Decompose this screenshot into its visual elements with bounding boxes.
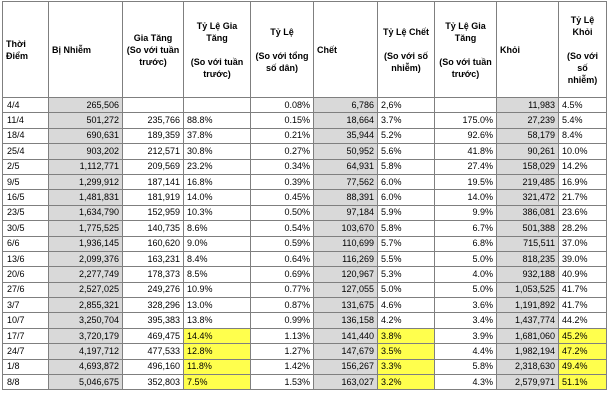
cell-rate[interactable]: 1.42% — [251, 359, 314, 374]
cell-date[interactable]: 11/4 — [3, 113, 49, 128]
header-increase-rate[interactable]: Tỷ Lệ Gia Tăng (So với tuần trước) — [184, 2, 251, 98]
table-body — [3, 98, 607, 390]
cell-rate[interactable]: 0.34% — [251, 159, 314, 174]
cell-recovered[interactable]: 158,029 — [497, 159, 559, 174]
cell-increase-rate[interactable]: 14.4% — [184, 328, 251, 343]
cell-date[interactable]: 18/4 — [3, 128, 49, 143]
cell-date[interactable]: 2/5 — [3, 159, 49, 174]
cell-infected[interactable]: 2,527,025 — [49, 282, 123, 297]
cell-death-rate[interactable]: 3.8% — [378, 328, 435, 343]
cell-recovered[interactable]: 932,188 — [497, 267, 559, 282]
cell-recovered[interactable]: 11,983 — [497, 98, 559, 113]
cell-increase[interactable]: 328,296 — [123, 298, 184, 313]
cell-recovered-rate[interactable]: 40.9% — [559, 267, 607, 282]
cell-increase-rate[interactable]: 8.5% — [184, 267, 251, 282]
cell-increase[interactable]: 249,276 — [123, 282, 184, 297]
cell-recovered[interactable]: 58,179 — [497, 128, 559, 143]
cell-increase[interactable]: 140,735 — [123, 221, 184, 236]
cell-death-increase-rate[interactable]: 6.8% — [435, 236, 497, 251]
cell-death-rate[interactable]: 4.2% — [378, 313, 435, 328]
cell-death-increase-rate[interactable]: 9.9% — [435, 205, 497, 220]
cell-deaths[interactable]: 127,055 — [314, 282, 378, 297]
cell-death-rate[interactable]: 5.7% — [378, 236, 435, 251]
cell-death-increase-rate[interactable]: 4.3% — [435, 375, 497, 390]
cell-infected[interactable]: 4,197,712 — [49, 344, 123, 359]
cell-death-increase-rate[interactable]: 5.0% — [435, 251, 497, 266]
cell-rate[interactable]: 0.54% — [251, 221, 314, 236]
cell-recovered[interactable]: 27,239 — [497, 113, 559, 128]
cell-increase-rate[interactable]: 37.8% — [184, 128, 251, 143]
table-row — [3, 282, 607, 297]
cell-recovered[interactable]: 2,318,630 — [497, 359, 559, 374]
table-row — [3, 298, 607, 313]
cell-infected[interactable]: 1,634,790 — [49, 205, 123, 220]
cell-death-increase-rate[interactable]: 27.4% — [435, 159, 497, 174]
cell-date[interactable]: 17/7 — [3, 328, 49, 343]
cell-recovered[interactable]: 501,388 — [497, 221, 559, 236]
cell-death-rate[interactable]: 5.3% — [378, 267, 435, 282]
cell-rate[interactable]: 0.50% — [251, 205, 314, 220]
header-rate[interactable]: Tỷ Lệ (So với tổng số dân) — [251, 2, 314, 98]
cell-death-rate[interactable]: 4.6% — [378, 298, 435, 313]
table-row — [3, 128, 607, 143]
header-death-rate[interactable]: Tỷ Lệ Chết (So với số nhiễm) — [378, 2, 435, 98]
cell-recovered[interactable]: 818,235 — [497, 251, 559, 266]
cell-increase[interactable]: 163,231 — [123, 251, 184, 266]
cell-increase[interactable]: 212,571 — [123, 144, 184, 159]
cell-infected[interactable]: 690,631 — [49, 128, 123, 143]
cell-infected[interactable]: 265,506 — [49, 98, 123, 113]
cell-increase[interactable]: 469,475 — [123, 328, 184, 343]
cell-increase[interactable] — [123, 98, 184, 113]
cell-death-rate[interactable]: 5.8% — [378, 159, 435, 174]
cell-death-increase-rate[interactable]: 4.0% — [435, 267, 497, 282]
cell-deaths[interactable]: 163,027 — [314, 375, 378, 390]
cell-recovered-rate[interactable]: 44.2% — [559, 313, 607, 328]
cell-infected[interactable]: 903,202 — [49, 144, 123, 159]
cell-increase[interactable]: 209,569 — [123, 159, 184, 174]
cell-death-increase-rate[interactable]: 5.8% — [435, 359, 497, 374]
cell-infected[interactable]: 1,112,771 — [49, 159, 123, 174]
header-date[interactable]: Thời Điểm — [3, 2, 49, 98]
cell-infected[interactable]: 3,720,179 — [49, 328, 123, 343]
header-deaths[interactable]: Chết — [314, 2, 378, 98]
cell-recovered[interactable]: 1,191,892 — [497, 298, 559, 313]
cell-date[interactable]: 23/5 — [3, 205, 49, 220]
cell-death-increase-rate[interactable]: 92.6% — [435, 128, 497, 143]
cell-death-rate[interactable]: 5.8% — [378, 221, 435, 236]
cell-date[interactable]: 3/7 — [3, 298, 49, 313]
table-row — [3, 98, 607, 113]
header-recovered[interactable]: Khỏi — [497, 2, 559, 98]
cell-death-increase-rate[interactable]: 41.8% — [435, 144, 497, 159]
table-row — [3, 205, 607, 220]
cell-death-rate[interactable]: 5.6% — [378, 144, 435, 159]
cell-death-rate[interactable]: 3.3% — [378, 359, 435, 374]
cell-increase-rate[interactable]: 30.8% — [184, 144, 251, 159]
cell-recovered[interactable]: 219,485 — [497, 174, 559, 189]
cell-rate[interactable]: 1.27% — [251, 344, 314, 359]
cell-date[interactable]: 1/8 — [3, 359, 49, 374]
cell-date[interactable]: 13/6 — [3, 251, 49, 266]
cell-death-rate[interactable]: 5.0% — [378, 282, 435, 297]
cell-recovered-rate[interactable]: 10.0% — [559, 144, 607, 159]
cell-infected[interactable]: 1,775,525 — [49, 221, 123, 236]
cell-recovered-rate[interactable]: 41.7% — [559, 282, 607, 297]
cell-recovered-rate[interactable]: 21.7% — [559, 190, 607, 205]
cell-infected[interactable]: 1,299,912 — [49, 174, 123, 189]
cell-date[interactable]: 10/7 — [3, 313, 49, 328]
cell-deaths[interactable]: 110,699 — [314, 236, 378, 251]
cell-increase-rate[interactable]: 10.9% — [184, 282, 251, 297]
table-row — [3, 113, 607, 128]
cell-deaths[interactable]: 103,670 — [314, 221, 378, 236]
cell-increase-rate[interactable]: 11.8% — [184, 359, 251, 374]
table-row — [3, 344, 607, 359]
cell-deaths[interactable]: 97,184 — [314, 205, 378, 220]
cell-deaths[interactable]: 131,675 — [314, 298, 378, 313]
cell-death-increase-rate[interactable]: 175.0% — [435, 113, 497, 128]
cell-recovered-rate[interactable]: 41.7% — [559, 298, 607, 313]
cell-increase-rate[interactable] — [184, 98, 251, 113]
cell-death-increase-rate[interactable]: 3.6% — [435, 298, 497, 313]
cell-increase-rate[interactable]: 14.0% — [184, 190, 251, 205]
cell-increase-rate[interactable]: 7.5% — [184, 375, 251, 390]
table-row — [3, 174, 607, 189]
cell-deaths[interactable]: 50,952 — [314, 144, 378, 159]
cell-death-increase-rate[interactable] — [435, 98, 497, 113]
cell-death-rate[interactable]: 3.7% — [378, 113, 435, 128]
cell-date[interactable]: 8/8 — [3, 375, 49, 390]
cell-infected[interactable]: 2,099,376 — [49, 251, 123, 266]
cell-increase-rate[interactable]: 10.3% — [184, 205, 251, 220]
cell-infected[interactable]: 501,272 — [49, 113, 123, 128]
cell-infected[interactable]: 1,481,831 — [49, 190, 123, 205]
cell-infected[interactable]: 5,046,675 — [49, 375, 123, 390]
cell-increase[interactable]: 395,383 — [123, 313, 184, 328]
cell-recovered-rate[interactable]: 49.4% — [559, 359, 607, 374]
cell-death-increase-rate[interactable]: 3.9% — [435, 328, 497, 343]
cell-increase[interactable]: 152,959 — [123, 205, 184, 220]
cell-increase[interactable]: 496,160 — [123, 359, 184, 374]
cell-deaths[interactable]: 116,269 — [314, 251, 378, 266]
cell-increase-rate[interactable]: 13.8% — [184, 313, 251, 328]
cell-date[interactable]: 27/6 — [3, 282, 49, 297]
header-row — [3, 2, 607, 98]
cell-increase[interactable]: 160,620 — [123, 236, 184, 251]
cell-recovered-rate[interactable]: 28.2% — [559, 221, 607, 236]
cell-infected[interactable]: 2,277,749 — [49, 267, 123, 282]
cell-recovered[interactable]: 1,437,774 — [497, 313, 559, 328]
cell-death-increase-rate[interactable]: 6.7% — [435, 221, 497, 236]
cell-rate[interactable]: 0.77% — [251, 282, 314, 297]
cell-death-increase-rate[interactable]: 5.0% — [435, 282, 497, 297]
table-row — [3, 236, 607, 251]
cell-date[interactable]: 20/6 — [3, 267, 49, 282]
cell-rate[interactable]: 0.59% — [251, 236, 314, 251]
cell-date[interactable]: 4/4 — [3, 98, 49, 113]
table-row — [3, 313, 607, 328]
cell-deaths[interactable]: 6,786 — [314, 98, 378, 113]
cell-increase-rate[interactable]: 8.4% — [184, 251, 251, 266]
cell-rate[interactable]: 0.08% — [251, 98, 314, 113]
cell-increase-rate[interactable]: 16.8% — [184, 174, 251, 189]
cell-death-increase-rate[interactable]: 4.4% — [435, 344, 497, 359]
cell-deaths[interactable]: 147,679 — [314, 344, 378, 359]
cell-infected[interactable]: 1,936,145 — [49, 236, 123, 251]
header-increase[interactable]: Gia Tăng (So với tuần trước) — [123, 2, 184, 98]
cell-increase-rate[interactable]: 12.8% — [184, 344, 251, 359]
cell-rate[interactable]: 0.69% — [251, 267, 314, 282]
cell-recovered-rate[interactable]: 37.0% — [559, 236, 607, 251]
cell-increase[interactable]: 189,359 — [123, 128, 184, 143]
cell-rate[interactable]: 0.21% — [251, 128, 314, 143]
table-row — [3, 267, 607, 282]
cell-recovered-rate[interactable]: 14.2% — [559, 159, 607, 174]
cell-infected[interactable]: 3,250,704 — [49, 313, 123, 328]
cell-increase[interactable]: 477,533 — [123, 344, 184, 359]
cell-rate[interactable]: 1.53% — [251, 375, 314, 390]
cell-death-increase-rate[interactable]: 19.5% — [435, 174, 497, 189]
cell-death-rate[interactable]: 5.5% — [378, 251, 435, 266]
cell-increase[interactable]: 352,803 — [123, 375, 184, 390]
cell-date[interactable]: 25/4 — [3, 144, 49, 159]
table-row — [3, 144, 607, 159]
cell-recovered[interactable]: 1,053,525 — [497, 282, 559, 297]
cell-death-rate[interactable]: 2,6% — [378, 98, 435, 113]
cell-death-rate[interactable]: 5.9% — [378, 205, 435, 220]
cell-date[interactable]: 9/5 — [3, 174, 49, 189]
cell-rate[interactable]: 0.27% — [251, 144, 314, 159]
cell-recovered-rate[interactable]: 4.5% — [559, 98, 607, 113]
cell-rate[interactable]: 0.99% — [251, 313, 314, 328]
cell-increase-rate[interactable]: 9.0% — [184, 236, 251, 251]
table-row — [3, 375, 607, 390]
cell-deaths[interactable]: 18,664 — [314, 113, 378, 128]
cell-date[interactable]: 30/5 — [3, 221, 49, 236]
cell-recovered-rate[interactable]: 47.2% — [559, 344, 607, 359]
cell-rate[interactable]: 0.87% — [251, 298, 314, 313]
cell-death-increase-rate[interactable]: 3.4% — [435, 313, 497, 328]
cell-rate[interactable]: 0.64% — [251, 251, 314, 266]
header-infected[interactable]: Bị Nhiễm — [49, 2, 123, 98]
cell-increase[interactable]: 181,919 — [123, 190, 184, 205]
cell-recovered-rate[interactable]: 5.4% — [559, 113, 607, 128]
cell-increase[interactable]: 178,373 — [123, 267, 184, 282]
cell-recovered[interactable]: 2,579,971 — [497, 375, 559, 390]
table-row — [3, 190, 607, 205]
cell-infected[interactable]: 2,855,321 — [49, 298, 123, 313]
cell-recovered-rate[interactable]: 51.1% — [559, 375, 607, 390]
cell-recovered-rate[interactable]: 45.2% — [559, 328, 607, 343]
cell-increase-rate[interactable]: 13.0% — [184, 298, 251, 313]
cell-death-rate[interactable]: 5.2% — [378, 128, 435, 143]
header-death-increase-rate[interactable]: Tỷ Lệ Gia Tăng (So với tuần trước) — [435, 2, 497, 98]
cell-increase[interactable]: 235,766 — [123, 113, 184, 128]
cell-recovered[interactable]: 321,472 — [497, 190, 559, 205]
cell-increase-rate[interactable]: 88.8% — [184, 113, 251, 128]
cell-recovered[interactable]: 1,982,194 — [497, 344, 559, 359]
cell-recovered-rate[interactable]: 23.6% — [559, 205, 607, 220]
cell-deaths[interactable]: 120,967 — [314, 267, 378, 282]
cell-rate[interactable]: 0.45% — [251, 190, 314, 205]
cell-death-rate[interactable]: 6.0% — [378, 190, 435, 205]
header-recovered-rate[interactable]: Tỷ Lệ Khỏi (So với số nhiễm) — [559, 2, 607, 98]
cell-recovered[interactable]: 386,081 — [497, 205, 559, 220]
cell-infected[interactable]: 4,693,872 — [49, 359, 123, 374]
cell-deaths[interactable]: 35,944 — [314, 128, 378, 143]
cell-date[interactable]: 16/5 — [3, 190, 49, 205]
table-row — [3, 359, 607, 374]
cell-deaths[interactable]: 64,931 — [314, 159, 378, 174]
cell-date[interactable]: 24/7 — [3, 344, 49, 359]
cell-recovered[interactable]: 90,261 — [497, 144, 559, 159]
cell-recovered-rate[interactable]: 8.4% — [559, 128, 607, 143]
cell-death-rate[interactable]: 6.0% — [378, 174, 435, 189]
covid-stats-table — [2, 1, 607, 390]
table-row — [3, 251, 607, 266]
cell-death-rate[interactable]: 3.5% — [378, 344, 435, 359]
cell-deaths[interactable]: 141,440 — [314, 328, 378, 343]
cell-recovered-rate[interactable]: 39.0% — [559, 251, 607, 266]
cell-rate[interactable]: 1.13% — [251, 328, 314, 343]
cell-deaths[interactable]: 136,158 — [314, 313, 378, 328]
cell-recovered[interactable]: 1,681,060 — [497, 328, 559, 343]
cell-deaths[interactable]: 88,391 — [314, 190, 378, 205]
cell-deaths[interactable]: 156,267 — [314, 359, 378, 374]
cell-death-increase-rate[interactable]: 14.0% — [435, 190, 497, 205]
cell-increase-rate[interactable]: 8.6% — [184, 221, 251, 236]
cell-deaths[interactable]: 77,562 — [314, 174, 378, 189]
cell-rate[interactable]: 0.39% — [251, 174, 314, 189]
cell-death-rate[interactable]: 3.2% — [378, 375, 435, 390]
table-row — [3, 159, 607, 174]
cell-recovered[interactable]: 715,511 — [497, 236, 559, 251]
cell-recovered-rate[interactable]: 16.9% — [559, 174, 607, 189]
cell-date[interactable]: 6/6 — [3, 236, 49, 251]
cell-increase-rate[interactable]: 23.2% — [184, 159, 251, 174]
cell-increase[interactable]: 187,141 — [123, 174, 184, 189]
cell-rate[interactable]: 0.15% — [251, 113, 314, 128]
table-row — [3, 328, 607, 343]
table-row — [3, 221, 607, 236]
